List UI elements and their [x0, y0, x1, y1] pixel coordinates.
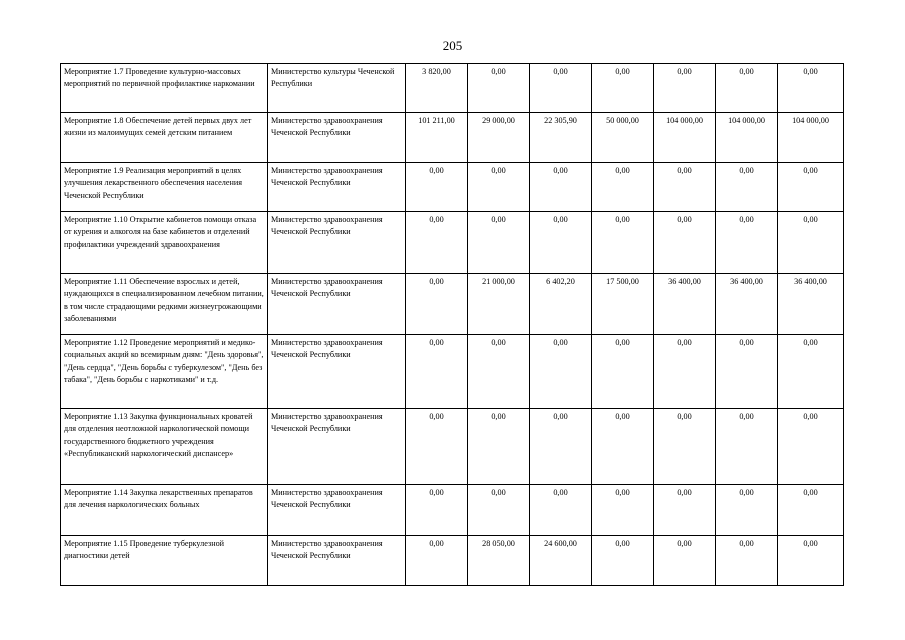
value-cell: 0,00 — [592, 64, 654, 113]
value-cell: 0,00 — [406, 274, 468, 335]
value-cell: 0,00 — [716, 163, 778, 212]
event-cell: Мероприятие 1.11 Обеспечение взрослых и детей, нуждающихся в специализированном лечебном питании, в том числе страдающими редкими жизнеугрожающими заболеваниями — [61, 274, 268, 335]
executor-cell: Министерство здравоохранения Чеченской Республики — [268, 485, 406, 536]
value-cell: 0,00 — [654, 212, 716, 274]
value-cell: 0,00 — [778, 212, 844, 274]
event-cell: Мероприятие 1.8 Обеспечение детей первых двух лет жизни из малоимущих семей детским питанием — [61, 113, 268, 163]
value-cell: 0,00 — [530, 163, 592, 212]
value-cell: 0,00 — [592, 536, 654, 586]
value-cell: 0,00 — [654, 485, 716, 536]
value-cell: 0,00 — [592, 335, 654, 409]
value-cell: 0,00 — [468, 212, 530, 274]
value-cell: 0,00 — [468, 64, 530, 113]
value-cell: 104 000,00 — [654, 113, 716, 163]
value-cell: 22 305,90 — [530, 113, 592, 163]
value-cell: 0,00 — [654, 536, 716, 586]
page-number: 205 — [442, 38, 463, 53]
value-cell: 0,00 — [406, 212, 468, 274]
value-cell: 0,00 — [468, 335, 530, 409]
value-cell: 17 500,00 — [592, 274, 654, 335]
value-cell: 0,00 — [530, 212, 592, 274]
value-cell: 6 402,20 — [530, 274, 592, 335]
value-cell: 0,00 — [778, 536, 844, 586]
value-cell: 0,00 — [406, 536, 468, 586]
executor-cell: Министерство здравоохранения Чеченской Республики — [268, 212, 406, 274]
value-cell: 24 600,00 — [530, 536, 592, 586]
event-cell: Мероприятие 1.12 Проведение мероприятий и медико-социальных акций ко всемирным дням: "День здоровья", "День сердца", "День борьбы с туберкулезом", "День без табака", "День борьбы с наркотиками" и т.д. — [61, 335, 268, 409]
value-cell: 0,00 — [468, 485, 530, 536]
event-cell: Мероприятие 1.9 Реализация мероприятий в целях улучшения лекарственного обеспечения населения Чеченской Республики — [61, 163, 268, 212]
value-cell: 0,00 — [530, 485, 592, 536]
table-row — [61, 274, 844, 335]
value-cell: 0,00 — [778, 163, 844, 212]
value-cell: 0,00 — [716, 335, 778, 409]
value-cell: 0,00 — [778, 335, 844, 409]
table-row — [61, 536, 844, 586]
table-row — [61, 335, 844, 409]
table-row — [61, 409, 844, 485]
value-cell: 0,00 — [654, 409, 716, 485]
value-cell: 101 211,00 — [406, 113, 468, 163]
value-cell: 0,00 — [468, 163, 530, 212]
event-cell: Мероприятие 1.7 Проведение культурно-массовых мероприятий по первичной профилактике наркомании — [61, 64, 268, 113]
value-cell: 0,00 — [406, 409, 468, 485]
value-cell: 3 820,00 — [406, 64, 468, 113]
executor-cell: Министерство здравоохранения Чеченской Республики — [268, 536, 406, 586]
table-row — [61, 485, 844, 536]
value-cell: 0,00 — [716, 64, 778, 113]
executor-cell: Министерство здравоохранения Чеченской Республики — [268, 335, 406, 409]
value-cell: 0,00 — [406, 485, 468, 536]
event-cell: Мероприятие 1.15 Проведение туберкулезной диагностики детей — [61, 536, 268, 586]
value-cell: 0,00 — [530, 64, 592, 113]
value-cell: 0,00 — [592, 212, 654, 274]
value-cell: 0,00 — [716, 212, 778, 274]
value-cell: 0,00 — [654, 335, 716, 409]
value-cell: 21 000,00 — [468, 274, 530, 335]
executor-cell: Министерство здравоохранения Чеченской Республики — [268, 113, 406, 163]
value-cell: 0,00 — [654, 163, 716, 212]
table-row — [61, 64, 844, 113]
value-cell: 0,00 — [716, 485, 778, 536]
value-cell: 104 000,00 — [778, 113, 844, 163]
budget-table — [60, 63, 844, 586]
value-cell: 104 000,00 — [716, 113, 778, 163]
value-cell: 0,00 — [530, 409, 592, 485]
table-row — [61, 113, 844, 163]
executor-cell: Министерство здравоохранения Чеченской Республики — [268, 274, 406, 335]
value-cell: 0,00 — [654, 64, 716, 113]
executor-cell: Министерство здравоохранения Чеченской Республики — [268, 163, 406, 212]
executor-cell: Министерство культуры Чеченской Республики — [268, 64, 406, 113]
table-row — [61, 163, 844, 212]
value-cell: 36 400,00 — [654, 274, 716, 335]
event-cell: Мероприятие 1.10 Открытие кабинетов помощи отказа от курения и алкоголя на базе кабинетов и отделений профилактики учреждений здравоохранения — [61, 212, 268, 274]
value-cell: 28 050,00 — [468, 536, 530, 586]
table-row — [61, 212, 844, 274]
value-cell: 36 400,00 — [716, 274, 778, 335]
value-cell: 0,00 — [778, 485, 844, 536]
value-cell: 0,00 — [592, 485, 654, 536]
executor-cell: Министерство здравоохранения Чеченской Республики — [268, 409, 406, 485]
value-cell: 0,00 — [716, 536, 778, 586]
value-cell: 0,00 — [778, 64, 844, 113]
event-cell: Мероприятие 1.14 Закупка лекарственных препаратов для лечения наркологических больных — [61, 485, 268, 536]
value-cell: 0,00 — [406, 163, 468, 212]
event-cell: Мероприятие 1.13 Закупка функциональных кроватей для отделения неотложной наркологической помощи государственного бюджетного учреждения «Республиканский наркологический диспансер» — [61, 409, 268, 485]
value-cell: 0,00 — [716, 409, 778, 485]
table-body — [61, 64, 844, 586]
value-cell: 0,00 — [592, 409, 654, 485]
value-cell: 50 000,00 — [592, 113, 654, 163]
value-cell: 0,00 — [592, 163, 654, 212]
value-cell: 0,00 — [468, 409, 530, 485]
value-cell: 0,00 — [530, 335, 592, 409]
value-cell: 0,00 — [778, 409, 844, 485]
value-cell: 0,00 — [406, 335, 468, 409]
value-cell: 29 000,00 — [468, 113, 530, 163]
value-cell: 36 400,00 — [778, 274, 844, 335]
